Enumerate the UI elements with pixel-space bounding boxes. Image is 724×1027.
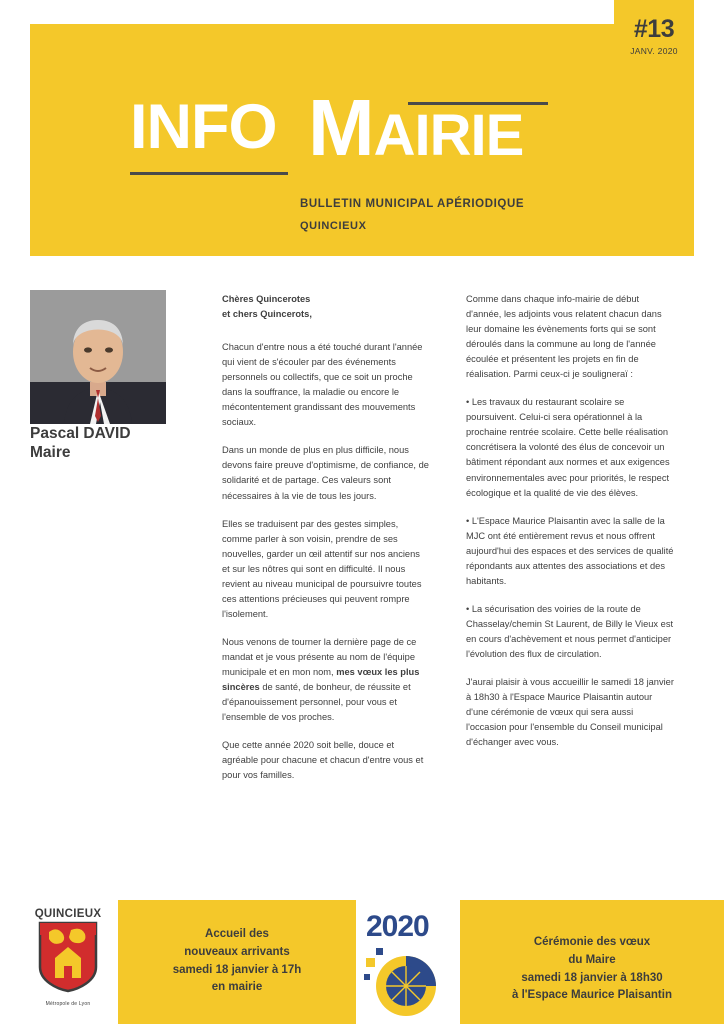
issue-tab	[614, 0, 694, 72]
masthead-info: INFO	[130, 92, 277, 162]
mayor-portrait	[30, 290, 166, 424]
paragraph-bullet: • La sécurisation des voiries de la route de Chasselay/chemin St Laurent, de Billy le Vieux est en cours d'achèvement et nous permet d'anticiper l'évolution des flux de circulation.	[466, 603, 674, 659]
masthead-mairie	[308, 83, 524, 172]
logo-subtitle: Métropole de Lyon	[45, 1001, 91, 1007]
paragraph: Que cette année 2020 soit belle, douce et agréable pour chacune et chacun d'entre vous et pour vos familles.	[222, 740, 424, 781]
salutation-line-1: Chères Quincerotes	[222, 294, 311, 304]
coat-of-arms-icon	[37, 981, 99, 998]
event-left-line-2: nouveaux arrivants	[184, 945, 290, 958]
mayor-role: Maire	[30, 444, 71, 461]
masthead-rule-left	[130, 172, 288, 175]
event-right-line-2: du Maire	[568, 953, 616, 966]
commune-logo	[26, 908, 110, 1018]
logo-title: QUINCIEUX	[34, 908, 102, 920]
vows-part-2: de santé, de bonheur, de réussite et d'épanouissement personnel, pour vous et l'ensemble de vos proches.	[222, 682, 411, 723]
masthead-mairie-rest: AIRIE	[373, 103, 524, 168]
paragraph: Comme dans chaque info-mairie de début d'année, les adjoints vous relatent chacun dans leur domaine les évènements forts qui se sont déroulés dans la commune au long de l'année écoulée et présentent les projets en fin de réalisation. Parmi ceux-ci je souligneraï :	[466, 294, 662, 380]
editorial-column-right	[466, 292, 674, 763]
event-right-line-4: à l'Espace Maurice Plaisantin	[512, 989, 672, 1002]
salutation-line-2: et chers Quincerots,	[222, 309, 312, 320]
paragraph-bullet: • Les travaux du restaurant scolaire se poursuivent. Celui-ci sera opérationnel à la prochaine rentrée scolaire. Cette belle réalisation concrétisera la volonté des élus de concevoir un bâtiment répondant aux normes et aux exigences environnementales avec pour priorités, le respect écologique et la qualité de vie des élèves.	[466, 397, 670, 498]
footer	[0, 900, 724, 1024]
paragraph: Chacun d'entre nous a été touché durant l'année qui vient de s'écouler par des événements personnels ou collectifs, que ce soit un proche dans la souffrance, la maladie ou encore le mécontentement grandissant des mouvements sociaux.	[222, 342, 423, 428]
event-right-line-1: Cérémonie des vœux	[533, 936, 651, 948]
mayor-name: Pascal DAVID	[30, 425, 131, 442]
year-graphic	[360, 904, 460, 1022]
issue-number: #13	[633, 14, 675, 43]
paragraph: J'aurai plaisir à vous accueillir le samedi 18 janvier à 18h30 à l'Espace Maurice Plaisantin autour d'une cérémonie de vœux qui sera aussi l'occasion pour l'ensemble du Conseil municipal d'échanger avec vous.	[466, 677, 674, 748]
commune-name: QUINCIEUX	[300, 220, 367, 232]
vows-part-1: Nous venons de tourner la dernière page de ce mandat et je vous présente au nom de l'équipe municipale et en mon nom,	[222, 636, 417, 677]
event-left-line-3: samedi 18 janvier à 17h	[172, 963, 302, 976]
event-left-line-1: Accueil des	[205, 928, 269, 940]
footer-event-right	[460, 934, 724, 1005]
event-left-line-4: en mairie	[211, 981, 263, 994]
issue-date: JANV. 2020	[630, 45, 678, 56]
paragraph-vows	[222, 635, 430, 725]
salutation	[222, 292, 430, 322]
paragraph-bullet: • L'Espace Maurice Plaisantin avec la salle de la MJC ont été entièrement revus et nous offrent aujourd'hui des espaces et des services de qualité répondants aux attentes des associations et des habitants.	[466, 515, 674, 586]
editorial-column-left	[222, 292, 430, 796]
masthead	[130, 83, 560, 180]
event-right-line-3: samedi 18 janvier à 18h30	[521, 971, 663, 984]
bulletin-subtitle: BULLETIN MUNICIPAL APÉRIODIQUE	[300, 198, 525, 210]
paragraph: Elles se traduisent par des gestes simples, comme parler à son voisin, prendre de ses nouvelles, garder un œil attentif sur nos anciens et sur les nôtres qui sont en difficulté. Il nous revient au niveau municipal de poursuivre toutes ces attentions précieuses qui peuvent rompre l'isolement.	[222, 518, 422, 619]
paragraph: Dans un monde de plus en plus difficile, nous devons faire preuve d'optimisme, de confiance, de solidarité et de partage. Ces valeurs sont nécessaires à la vie de tous les jours.	[222, 445, 429, 501]
vows-emphasis: mes vœux les plus sincères	[222, 666, 420, 693]
footer-event-left	[118, 926, 356, 997]
year-label: 2020	[366, 910, 429, 943]
masthead-mairie-cap: M	[308, 83, 374, 172]
